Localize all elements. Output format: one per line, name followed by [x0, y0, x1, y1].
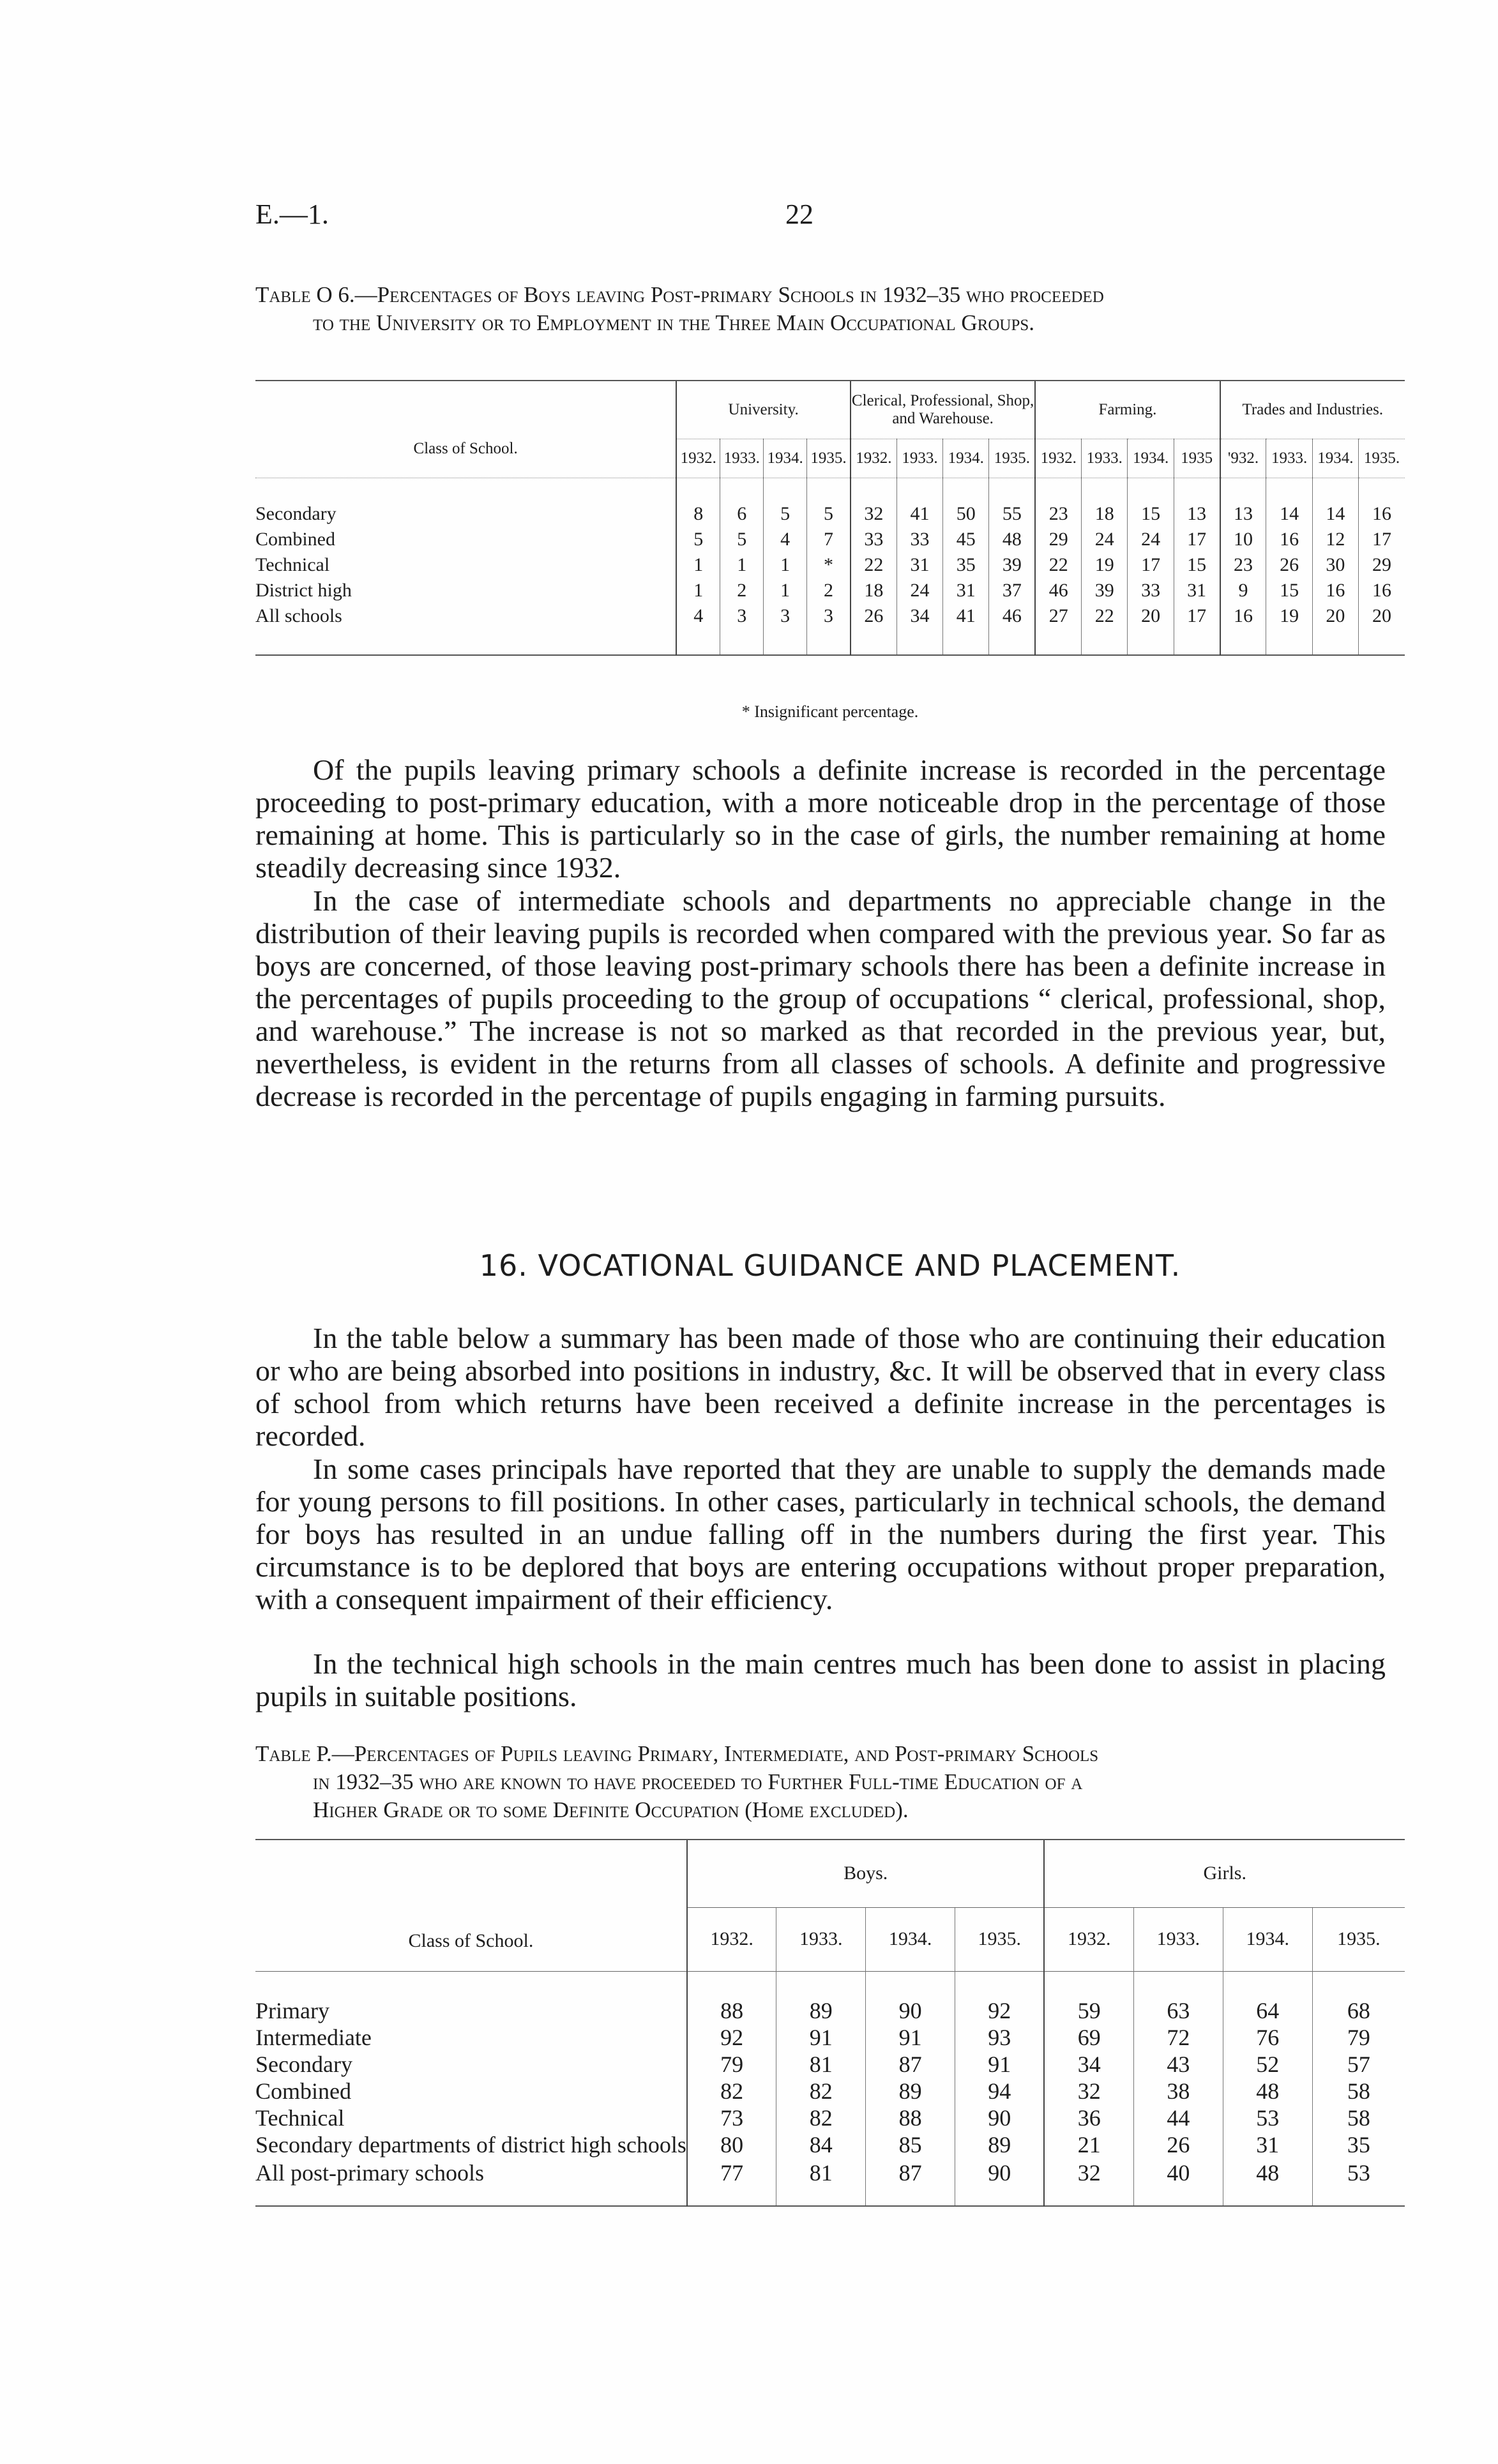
table-cell: 1: [676, 552, 720, 578]
table-p-caption-line2: in 1932–35 who are known to have proceeded to Further Full-time Education of a: [313, 1769, 1083, 1794]
table-cell: 88: [687, 1997, 776, 2024]
year-header: 1935.: [1359, 439, 1405, 478]
table-cell: 46: [989, 603, 1035, 629]
paragraph-technical-high-schools: In the technical high schools in the main centres much has been done to assist in placing pupils in suitable positions.: [255, 1647, 1386, 1712]
table-o6-caption-line2: to the University or to Employment in the Three Main Occupational Groups.: [313, 310, 1035, 335]
table-cell: 33: [1128, 578, 1174, 603]
year-header: 1935.: [807, 439, 851, 478]
table-cell: 35: [1312, 2131, 1405, 2158]
table-cell: 10: [1220, 527, 1266, 552]
table-cell: 14: [1266, 501, 1312, 527]
year-header: 1935.: [1312, 1907, 1405, 1971]
row-label-text: Secondary: [255, 503, 337, 524]
table-cell: 45: [943, 527, 989, 552]
table-cell: 48: [989, 527, 1035, 552]
table-cell: 16: [1220, 603, 1266, 629]
document-reference: E.—1.: [255, 199, 329, 230]
table-cell: 90: [955, 2105, 1045, 2131]
table-cell: 2: [807, 578, 851, 603]
row-label: [255, 1997, 687, 2024]
table-cell: 79: [687, 2051, 776, 2078]
table-cell: 34: [897, 603, 942, 629]
table-cell: 46: [1035, 578, 1081, 603]
table-cell: 57: [1312, 2051, 1405, 2078]
row-label-text: All post-primary schools: [255, 2160, 484, 2186]
table-cell: 29: [1035, 527, 1081, 552]
table-row: [255, 578, 1405, 603]
year-header: 1935.: [955, 1907, 1045, 1971]
table-o6-footnote: * Insignificant percentage.: [741, 702, 919, 721]
year-header: 1933.: [720, 439, 764, 478]
table-cell: 89: [866, 2078, 955, 2105]
page-header: [255, 198, 1405, 236]
table-cell: 4: [764, 527, 807, 552]
year-header: 1935: [1174, 439, 1220, 478]
table-cell: 1: [720, 552, 764, 578]
group-header-girls: Girls.: [1044, 1840, 1405, 1907]
table-cell: 5: [676, 527, 720, 552]
year-header: 1932.: [851, 439, 897, 478]
table-cell: 91: [955, 2051, 1045, 2078]
table-cell: 16: [1359, 578, 1405, 603]
table-cell: 81: [776, 2158, 866, 2186]
year-header: 1932.: [676, 439, 720, 478]
year-header: 1933.: [1133, 1907, 1223, 1971]
table-cell: 26: [851, 603, 897, 629]
paragraph-intermediate-schools: In the case of intermediate schools and departments no appreciable change in the distribution of their leaving pupils is recorded when compared with the previous year. So far as boys are concerned, of those leaving post-primary schools there has been a definite increase in the percentages of pupils proceeding to the group of occupations “ clerical, professional, shop, and warehouse.” The increase is not so marked as that recorded in the previous year, but, nevertheless, is evident in the returns from all classes of schools. A definite and progressive decrease is recorded in the percentage of pupils engaging in farming pursuits.: [255, 884, 1386, 1112]
table-cell: 23: [1220, 552, 1266, 578]
table-cell: 5: [764, 501, 807, 527]
row-label: [255, 603, 676, 629]
row-label-text: Secondary: [255, 2052, 352, 2077]
table-cell: 41: [943, 603, 989, 629]
table-row: [255, 2131, 1405, 2158]
table-cell: 93: [955, 2024, 1045, 2051]
row-label: [255, 2051, 687, 2078]
year-header: 1934.: [1223, 1907, 1312, 1971]
row-label-text: Combined: [255, 2078, 351, 2104]
table-cell: 84: [776, 2131, 866, 2158]
group-header-trades: Trades and Industries.: [1220, 381, 1405, 439]
table-cell: 31: [1174, 578, 1220, 603]
table-cell: 19: [1266, 603, 1312, 629]
row-label-text: Intermediate: [255, 2025, 372, 2050]
group-header-clerical: Clerical, Professional, Shop, and Warehouse.: [851, 381, 1035, 439]
table-cell: 87: [866, 2051, 955, 2078]
table-cell: 22: [1035, 552, 1081, 578]
table-cell: 8: [676, 501, 720, 527]
table-cell: 20: [1359, 603, 1405, 629]
year-header: 1934.: [866, 1907, 955, 1971]
table-row: [255, 2051, 1405, 2078]
paragraph-principals: In some cases principals have reported that they are unable to supply the demands made for young persons to fill positions. In other cases, particularly in technical schools, the demand for boys has resulted in an undue falling off in the numbers during the first year. This circumstance is to be deplored that boys are entering occupations without proper preparation, with a consequent impairment of their efficiency.: [255, 1453, 1386, 1615]
table-cell: 12: [1312, 527, 1358, 552]
year-header: 1935.: [989, 439, 1035, 478]
year-header: 1933.: [1082, 439, 1128, 478]
row-label: [255, 578, 676, 603]
table-cell: 13: [1174, 501, 1220, 527]
table-cell: 76: [1223, 2024, 1312, 2051]
table-row: [255, 2078, 1405, 2105]
paragraph-primary-schools: Of the pupils leaving primary schools a definite increase is recorded in the percentage proceeding to post-primary education, with a more noticeable drop in the percentage of those remaining at home. This is particularly so in the case of girls, the number remaining at home steadily decreasing since 1932.: [255, 753, 1386, 884]
class-of-school-header: Class of School.: [408, 1930, 534, 1951]
table-cell: 91: [866, 2024, 955, 2051]
table-cell: 59: [1044, 1997, 1133, 2024]
table-cell: 31: [1223, 2131, 1312, 2158]
table-cell: 4: [676, 603, 720, 629]
table-cell: 43: [1133, 2051, 1223, 2078]
table-cell: 18: [851, 578, 897, 603]
table-cell: 26: [1266, 552, 1312, 578]
table-cell: 15: [1266, 578, 1312, 603]
table-cell: 17: [1174, 527, 1220, 552]
table-o6-caption-line1: Table O 6.—Percentages of Boys leaving Post-primary Schools in 1932–35 who proceeded: [255, 282, 1104, 307]
table-p-caption-line1: Table P.—Percentages of Pupils leaving Primary, Intermediate, and Post-primary Schools: [255, 1741, 1099, 1766]
table-p-caption-line3: Higher Grade or to some Definite Occupation (Home excluded).: [313, 1797, 909, 1822]
year-header: '932.: [1220, 439, 1266, 478]
row-label: [255, 501, 676, 527]
table-cell: 20: [1128, 603, 1174, 629]
table-cell: 3: [720, 603, 764, 629]
table-cell: 48: [1223, 2078, 1312, 2105]
table-cell: 16: [1266, 527, 1312, 552]
table-cell: 32: [851, 501, 897, 527]
table-cell: 32: [1044, 2078, 1133, 2105]
table-cell: 39: [1082, 578, 1128, 603]
table-cell: 58: [1312, 2078, 1405, 2105]
row-label-text: Combined: [255, 529, 335, 550]
table-cell: 31: [943, 578, 989, 603]
year-header: 1933.: [776, 1907, 866, 1971]
row-label-text: Technical: [255, 554, 330, 575]
table-cell: 40: [1133, 2158, 1223, 2186]
table-cell: 44: [1133, 2105, 1223, 2131]
table-row: [255, 501, 1405, 527]
table-row: [255, 527, 1405, 552]
table-cell: 22: [1082, 603, 1128, 629]
table-cell: 90: [866, 1997, 955, 2024]
table-cell: 37: [989, 578, 1035, 603]
table-cell: 3: [764, 603, 807, 629]
table-cell: 22: [851, 552, 897, 578]
table-cell: 88: [866, 2105, 955, 2131]
table-cell: 5: [720, 527, 764, 552]
table-cell: 89: [955, 2131, 1045, 2158]
table-cell: 33: [851, 527, 897, 552]
table-cell: 20: [1312, 603, 1358, 629]
table-cell: 29: [1359, 552, 1405, 578]
table-cell: 35: [943, 552, 989, 578]
table-p: [255, 1839, 1405, 2207]
table-cell: 55: [989, 501, 1035, 527]
table-cell: 92: [955, 1997, 1045, 2024]
table-cell: 36: [1044, 2105, 1133, 2131]
table-cell: 52: [1223, 2051, 1312, 2078]
table-cell: 1: [764, 578, 807, 603]
table-row: [255, 552, 1405, 578]
table-cell: 82: [776, 2078, 866, 2105]
table-cell: 92: [687, 2024, 776, 2051]
year-header: 1932.: [687, 1907, 776, 1971]
table-cell: 39: [989, 552, 1035, 578]
table-cell: 32: [1044, 2158, 1133, 2186]
section-heading: 16. VOCATIONAL GUIDANCE AND PLACEMENT.: [479, 1248, 1181, 1283]
table-cell: 80: [687, 2131, 776, 2158]
table-cell: 24: [897, 578, 942, 603]
year-header: 1933.: [897, 439, 942, 478]
row-label-text: Primary: [255, 1998, 329, 2023]
table-cell: 5: [807, 501, 851, 527]
table-cell: 33: [897, 527, 942, 552]
table-cell: 50: [943, 501, 989, 527]
table-cell: 41: [897, 501, 942, 527]
table-cell: 72: [1133, 2024, 1223, 2051]
table-cell: 24: [1082, 527, 1128, 552]
group-header-boys: Boys.: [687, 1840, 1045, 1907]
table-row: [255, 2158, 1405, 2186]
table-cell: 9: [1220, 578, 1266, 603]
table-cell: 27: [1035, 603, 1081, 629]
table-cell: 85: [866, 2131, 955, 2158]
table-cell: 15: [1174, 552, 1220, 578]
table-cell: 6: [720, 501, 764, 527]
row-label: [255, 2024, 687, 2051]
row-label: [255, 2078, 687, 2105]
group-header-university: University.: [676, 381, 851, 439]
group-header-farming: Farming.: [1035, 381, 1220, 439]
table-row: [255, 603, 1405, 629]
year-header: 1933.: [1266, 439, 1312, 478]
table-cell: 68: [1312, 1997, 1405, 2024]
table-cell: 87: [866, 2158, 955, 2186]
table-cell: 58: [1312, 2105, 1405, 2131]
table-cell: 48: [1223, 2158, 1312, 2186]
year-header: 1932.: [1035, 439, 1081, 478]
table-cell: 16: [1359, 501, 1405, 527]
table-p-caption: [255, 1740, 1405, 1824]
table-cell: 38: [1133, 2078, 1223, 2105]
table-cell: 31: [897, 552, 942, 578]
row-label-text: Secondary departments of district high schools: [255, 2132, 686, 2158]
table-cell: 82: [687, 2078, 776, 2105]
row-label: [255, 2158, 687, 2186]
table-cell: 34: [1044, 2051, 1133, 2078]
table-o6-caption: [255, 281, 1405, 337]
table-cell: 1: [676, 578, 720, 603]
table-cell: 63: [1133, 1997, 1223, 2024]
table-cell: 17: [1174, 603, 1220, 629]
year-header: 1934.: [943, 439, 989, 478]
table-cell: 79: [1312, 2024, 1405, 2051]
table-cell: 90: [955, 2158, 1045, 2186]
table-cell: 7: [807, 527, 851, 552]
table-cell: 24: [1128, 527, 1174, 552]
table-row: [255, 1997, 1405, 2024]
table-cell: 14: [1312, 501, 1358, 527]
row-label: [255, 552, 676, 578]
table-cell: 94: [955, 2078, 1045, 2105]
row-label-text: Technical: [255, 2105, 345, 2131]
year-header: 1934.: [1128, 439, 1174, 478]
table-row: [255, 2105, 1405, 2131]
class-of-school-header: Class of School.: [413, 439, 518, 457]
table-cell: 30: [1312, 552, 1358, 578]
table-cell: 3: [807, 603, 851, 629]
table-cell: *: [807, 552, 851, 578]
row-label-text: District high: [255, 580, 352, 601]
row-label: [255, 2105, 687, 2131]
table-cell: 77: [687, 2158, 776, 2186]
table-cell: 81: [776, 2051, 866, 2078]
row-label-text: All schools: [255, 605, 342, 626]
year-header: 1934.: [1312, 439, 1358, 478]
table-cell: 2: [720, 578, 764, 603]
table-cell: 91: [776, 2024, 866, 2051]
table-o6: [255, 380, 1405, 656]
year-header: 1934.: [764, 439, 807, 478]
row-label: [255, 527, 676, 552]
table-cell: 13: [1220, 501, 1266, 527]
table-cell: 26: [1133, 2131, 1223, 2158]
page-number: 22: [785, 199, 813, 230]
table-cell: 16: [1312, 578, 1358, 603]
table-cell: 64: [1223, 1997, 1312, 2024]
row-label: [255, 2131, 687, 2158]
table-cell: 69: [1044, 2024, 1133, 2051]
table-cell: 1: [764, 552, 807, 578]
table-cell: 17: [1128, 552, 1174, 578]
table-cell: 23: [1035, 501, 1081, 527]
table-cell: 17: [1359, 527, 1405, 552]
table-cell: 15: [1128, 501, 1174, 527]
year-header: 1932.: [1044, 1907, 1133, 1971]
table-cell: 53: [1223, 2105, 1312, 2131]
table-cell: 18: [1082, 501, 1128, 527]
table-row: [255, 2024, 1405, 2051]
table-cell: 89: [776, 1997, 866, 2024]
table-cell: 19: [1082, 552, 1128, 578]
table-cell: 82: [776, 2105, 866, 2131]
paragraph-summary: In the table below a summary has been made of those who are continuing their education or who are being absorbed into positions in industry, &c. It will be observed that in every class of school from which returns have been received a definite increase in the percentages is recorded.: [255, 1322, 1386, 1452]
table-cell: 21: [1044, 2131, 1133, 2158]
table-cell: 53: [1312, 2158, 1405, 2186]
table-cell: 73: [687, 2105, 776, 2131]
